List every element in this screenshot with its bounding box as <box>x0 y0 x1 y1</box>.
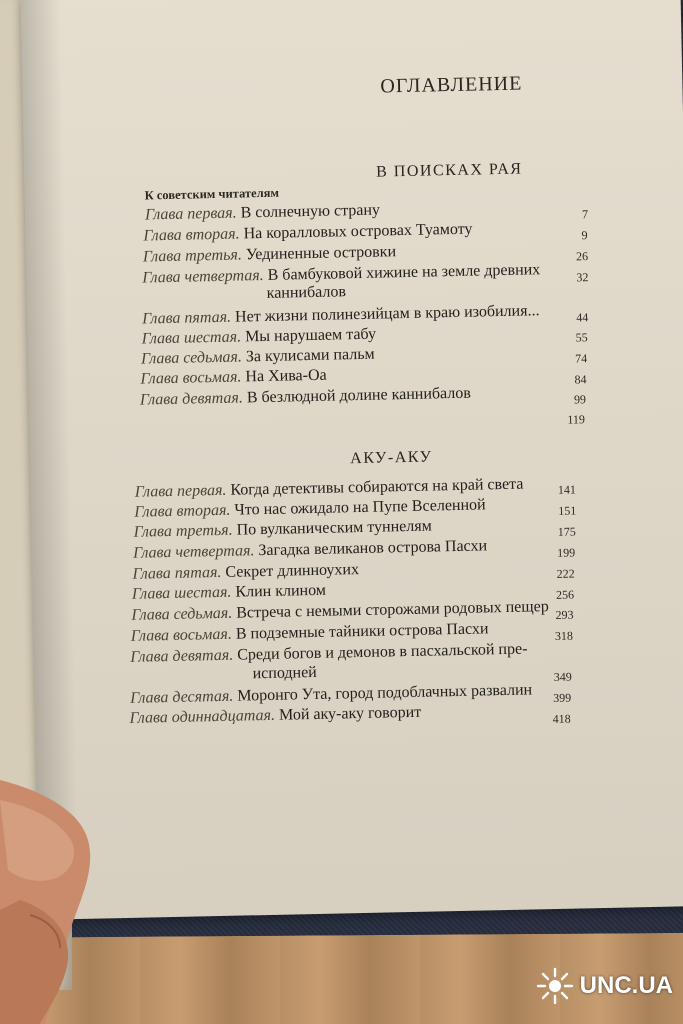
toc-entry <box>143 243 397 266</box>
toc-entry-continuation <box>252 664 317 683</box>
toc-entry <box>130 681 532 707</box>
page-number: 199 <box>557 545 576 560</box>
page-number: 74 <box>574 351 588 366</box>
page-number: 349 <box>553 669 572 684</box>
page-number: 399 <box>553 690 572 706</box>
chapter-label: Глава девятая. <box>130 646 234 666</box>
chapter-title: Моронго Ута, город подоблачных развалин <box>237 681 533 705</box>
chapter-label: Глава вторая. <box>143 225 240 245</box>
page-number: 256 <box>555 587 575 602</box>
chapter-title: Встреча с немыми сторожами родовых пещер <box>236 598 549 622</box>
chapter-label: Глава десятая. <box>129 687 234 707</box>
page-number: 7 <box>581 207 589 222</box>
chapter-title: В подземные тайники острова Пасхи <box>235 620 489 643</box>
chapter-title: Уединенные островки <box>245 243 397 264</box>
toc-entry <box>140 385 471 410</box>
chapter-title: На Хива-Оа <box>245 366 327 386</box>
chapter-label: Глава пятая. <box>132 563 222 583</box>
hand-thumb-image <box>0 780 130 1024</box>
chapter-label: Глава первая. <box>144 204 237 224</box>
chapter-title: В безлюдной долине каннибалов <box>246 384 472 407</box>
chapter-label: Глава третья. <box>133 521 233 541</box>
chapter-label: Глава вторая. <box>134 501 231 521</box>
toc-entry <box>132 561 359 584</box>
chapter-label: Глава шестая. <box>131 583 232 603</box>
chapter-title: Мы нарушаем табу <box>244 325 377 346</box>
chapter-label: Глава седьмая. <box>140 348 243 368</box>
chapter-title: За кулисами пальм <box>245 345 375 366</box>
sun-burst-icon <box>536 967 574 1005</box>
chapter-title: Нет жизни полинезийцам в краю изобилия... <box>234 302 540 326</box>
chapter-title: Мой аку-аку говорит <box>278 703 422 724</box>
toc-entry <box>140 367 327 389</box>
chapter-title: По вулканическим туннелям <box>236 517 432 539</box>
page-number: 141 <box>557 482 577 497</box>
chapter-label: Глава четвертая. <box>142 266 264 287</box>
page-number: 222 <box>556 566 575 581</box>
page-number: 84 <box>574 372 587 387</box>
page-number: 418 <box>552 711 571 727</box>
page-number: 55 <box>575 330 588 345</box>
watermark <box>536 966 673 1006</box>
part-title-in-search-of-paradise: В ПОИСКАХ РАЯ <box>375 160 523 181</box>
chapter-title-continuation: каннибалов <box>266 283 347 302</box>
chapter-title: Секрет длинноухих <box>225 561 360 581</box>
chapter-label: Глава пятая. <box>142 308 232 328</box>
chapter-label: Глава одиннадцатая. <box>129 706 276 727</box>
chapter-label: Глава девятая. <box>139 389 244 409</box>
chapter-title: Клин клином <box>235 581 327 601</box>
chapter-title: На коралловых островах Туамоту <box>243 220 473 243</box>
chapter-title: В бамбуковой хижине на земле древних <box>267 261 541 284</box>
part-title-aku-aku: АКУ-АКУ <box>349 448 433 468</box>
toc-entry <box>129 704 421 728</box>
chapter-label: Глава шестая. <box>141 328 242 348</box>
toc-entry <box>133 537 487 562</box>
chapter-label: Глава седьмая. <box>131 604 233 624</box>
page-number: 175 <box>557 524 576 539</box>
toc-entry <box>132 582 326 604</box>
page-number: 99 <box>573 392 587 407</box>
page-number: 9 <box>581 228 588 243</box>
page-number: 26 <box>575 249 589 264</box>
chapter-label: Глава четвертая. <box>132 542 255 562</box>
chapter-label: Глава восьмая. <box>140 368 242 388</box>
chapter-label: Глава третья. <box>142 246 243 266</box>
page-number: 318 <box>554 628 574 643</box>
page-number: 44 <box>576 310 589 325</box>
page-number: 151 <box>558 503 577 518</box>
intro-entry: К советским читателям <box>144 185 280 203</box>
chapter-title-continuation: исподней <box>252 663 317 683</box>
chapter-title: Что нас ожидало на Пупе Вселенной <box>234 496 486 519</box>
chapter-title: В солнечную страну <box>240 201 381 222</box>
toc-entry <box>142 302 540 328</box>
watermark-text: UNC.UA <box>579 972 673 999</box>
page-title: ОГЛАВЛЕНИЕ <box>380 72 523 98</box>
toc-entry <box>133 518 431 542</box>
page-number: 119 <box>567 412 586 427</box>
page-number: 293 <box>555 607 574 622</box>
toc-entry <box>141 326 376 349</box>
chapter-title: Когда детективы собираются на край света <box>230 475 524 499</box>
toc-entry <box>141 346 375 369</box>
toc-entry <box>145 202 380 225</box>
chapter-label: Глава первая. <box>134 481 227 501</box>
toc-entry <box>143 221 472 246</box>
chapter-title: Среди богов и демонов в пасхальской пре- <box>237 640 528 664</box>
chapter-label: Глава восьмая. <box>130 625 233 645</box>
toc-entry-continuation <box>267 283 347 303</box>
page-number: 32 <box>576 270 589 285</box>
chapter-title: Загадка великанов острова Пасхи <box>258 537 488 560</box>
